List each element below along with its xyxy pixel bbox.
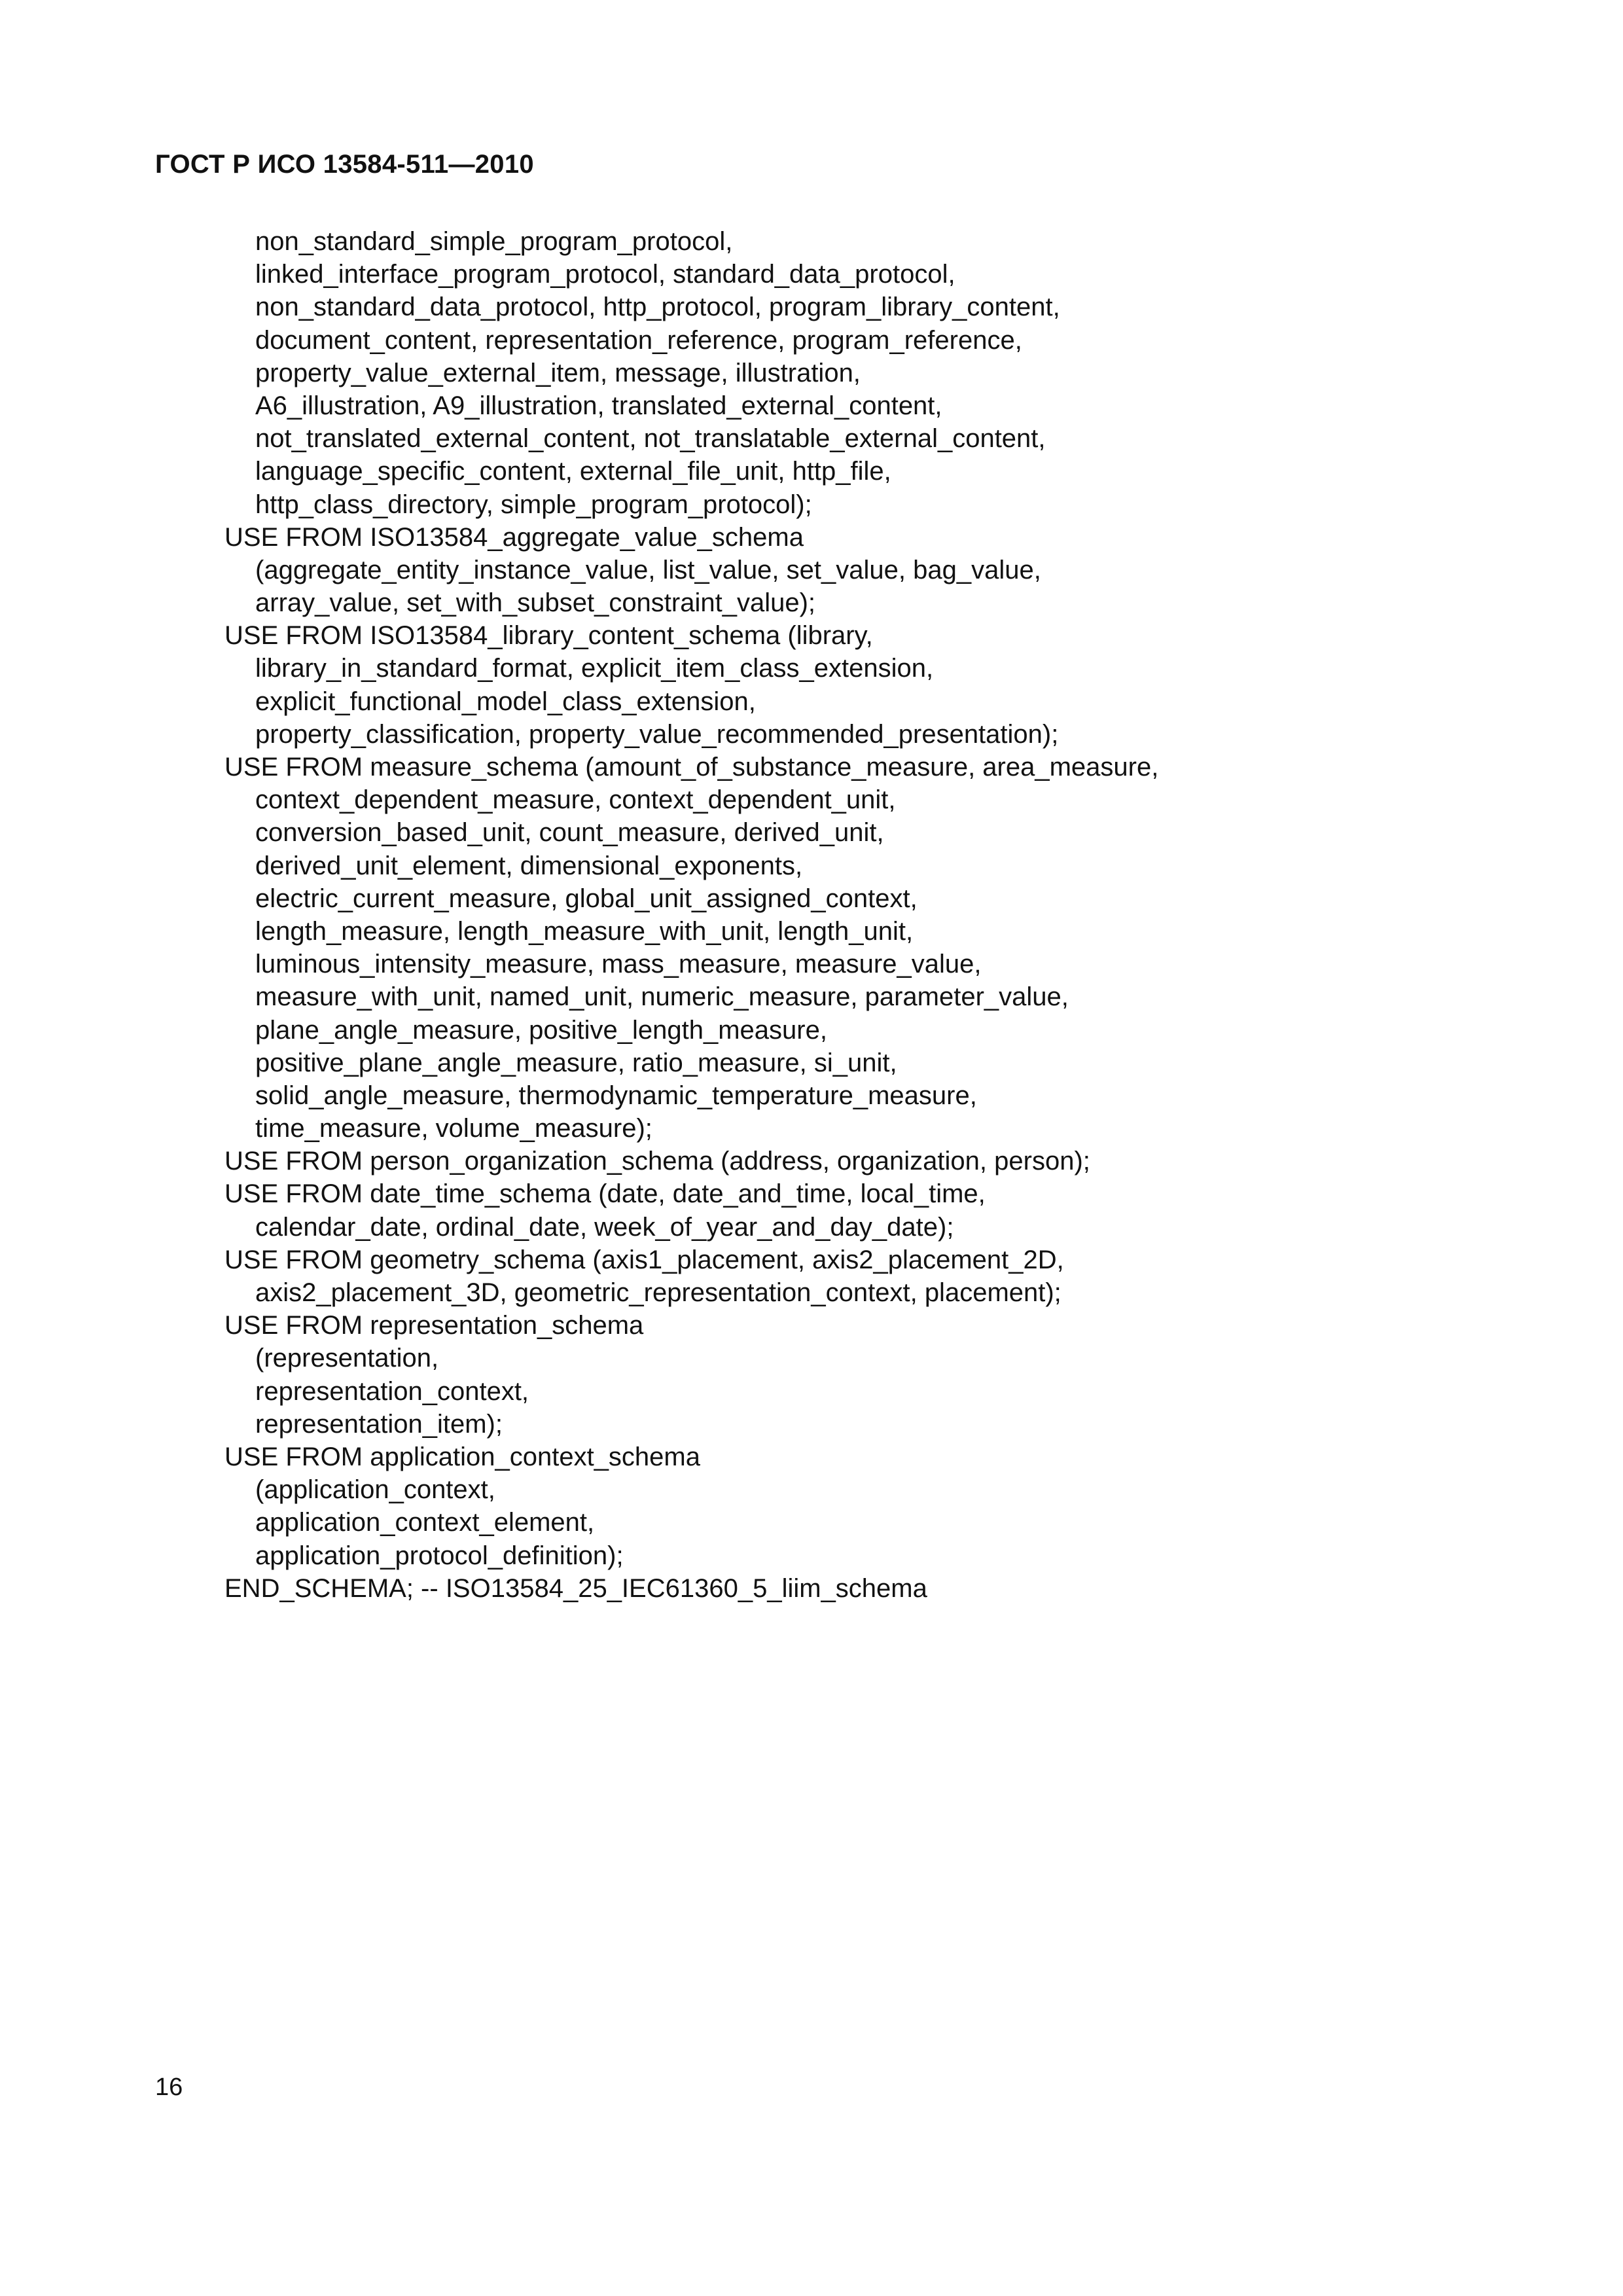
code-line: USE FROM application_context_schema [224, 1442, 700, 1471]
code-line: not_translated_external_content, not_translatable_external_content, [255, 424, 1046, 454]
code-line: library_in_standard_format, explicit_item_class_extension, [255, 654, 934, 683]
code-line: USE FROM ISO13584_aggregate_value_schema [224, 522, 804, 552]
code-line: time_measure, volume_measure); [255, 1114, 652, 1143]
code-line: derived_unit_element, dimensional_exponents, [255, 851, 803, 880]
code-line: (aggregate_entity_instance_value, list_value, set_value, bag_value, [255, 555, 1041, 584]
code-line: application_context_element, [255, 1508, 595, 1537]
code-line: calendar_date, ordinal_date, week_of_year_and_day_date); [255, 1212, 954, 1242]
code-line: positive_plane_angle_measure, ratio_measure, si_unit, [255, 1048, 897, 1077]
code-line: solid_angle_measure, thermodynamic_temperature_measure, [255, 1081, 977, 1110]
code-line: USE FROM measure_schema (amount_of_substance_measure, area_measure, [224, 753, 1159, 781]
code-line: axis2_placement_3D, geometric_representation_context, placement); [255, 1278, 1061, 1307]
code-line: non_standard_data_protocol, http_protocol, program_library_content, [255, 293, 1060, 322]
document-header: ГОСТ Р ИСО 13584-511—2010 [155, 150, 534, 179]
code-line: luminous_intensity_measure, mass_measure, measure_value, [255, 950, 982, 979]
code-line: A6_illustration, A9_illustration, translated_external_content, [255, 391, 942, 420]
code-line: array_value, set_with_subset_constraint_value); [255, 588, 816, 618]
page-number: 16 [155, 2073, 183, 2101]
express-schema-code [224, 225, 1533, 1605]
code-line: END_SCHEMA; -- ISO13584_25_IEC61360_5_liim_schema [224, 1573, 927, 1603]
code-line: plane_angle_measure, positive_length_measure, [255, 1015, 827, 1045]
code-line: representation_context, [255, 1376, 529, 1406]
code-line: USE FROM person_organization_schema (address, organization, person); [224, 1147, 1090, 1176]
code-line: (representation, [255, 1344, 439, 1373]
code-line: conversion_based_unit, count_measure, derived_unit, [255, 818, 884, 848]
code-line: property_value_external_item, message, illustration, [255, 358, 861, 387]
code-line: (application_context, [255, 1475, 495, 1505]
code-line: context_dependent_measure, context_dependent_unit, [255, 785, 896, 815]
code-line: length_measure, length_measure_with_unit, length_unit, [255, 916, 914, 946]
code-line: representation_item); [255, 1409, 503, 1439]
code-line: non_standard_simple_program_protocol, [255, 227, 733, 256]
code-line: application_protocol_definition); [255, 1541, 624, 1570]
code-line: measure_with_unit, named_unit, numeric_measure, parameter_value, [255, 982, 1069, 1012]
code-line: document_content, representation_reference, program_reference, [255, 325, 1022, 355]
code-line: property_classification, property_value_recommended_presentation); [255, 719, 1059, 749]
code-line: explicit_functional_model_class_extension, [255, 687, 756, 716]
code-line: language_specific_content, external_file_unit, http_file, [255, 457, 891, 486]
code-line: USE FROM representation_schema [224, 1311, 644, 1340]
code-line: electric_current_measure, global_unit_assigned_context, [255, 884, 918, 913]
code-line: linked_interface_program_protocol, standard_data_protocol, [255, 260, 955, 289]
code-line: USE FROM date_time_schema (date, date_and_time, local_time, [224, 1179, 986, 1209]
code-line: USE FROM geometry_schema (axis1_placement, axis2_placement_2D, [224, 1245, 1064, 1274]
code-line: USE FROM ISO13584_library_content_schema (library, [224, 621, 873, 651]
code-line: http_class_directory, simple_program_protocol); [255, 490, 812, 519]
